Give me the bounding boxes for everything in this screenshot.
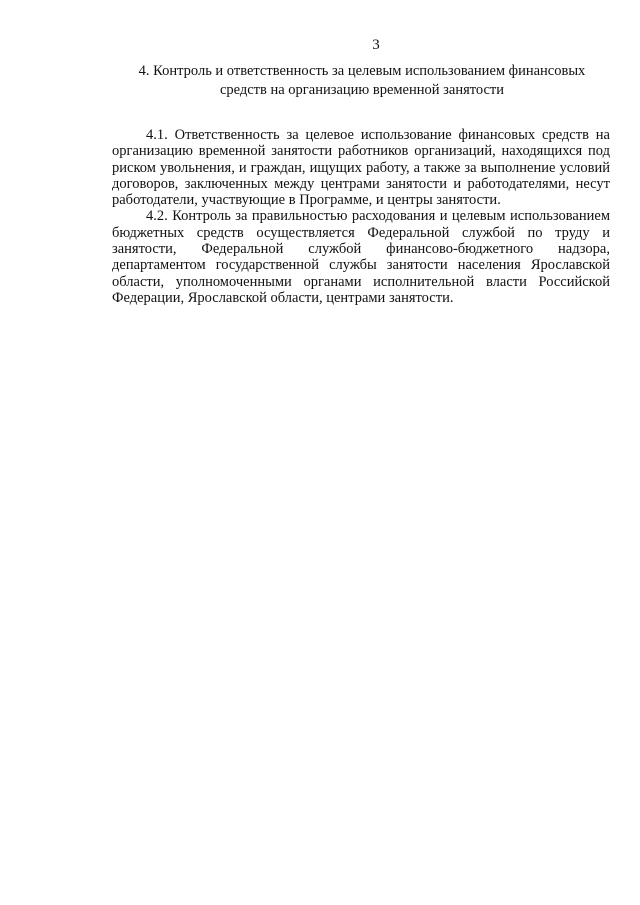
- paragraph-4-1: 4.1. Ответственность за целевое использование финансовых средств на организацию временной занятости работников организаций, находящихся под риском увольнения, и граждан, ищущих работу, а также за выполнение условий договоров, заключенных между центрами занятости и работодателями, несут работодатели, участвующие в Программе, и центры занятости.: [112, 127, 610, 209]
- page-number: 3: [372, 37, 380, 53]
- section-heading: [112, 62, 612, 100]
- section-body: [112, 127, 610, 306]
- section-heading-line-2: средств на организацию временной занятости: [219, 82, 505, 98]
- paragraph-4-2: 4.2. Контроль за правильностью расходования и целевым использованием бюджетных средств осуществляется Федеральной службой по труду и занятости, Федеральной службой финансово-бюджетного надзора, департаментом государственной службы занятости населения Ярославской области, уполномоченными органами исполнительной власти Российской Федерации, Ярославской области, центрами занятости.: [112, 208, 610, 306]
- section-heading-line-1: 4. Контроль и ответственность за целевым использованием финансовых: [138, 63, 586, 79]
